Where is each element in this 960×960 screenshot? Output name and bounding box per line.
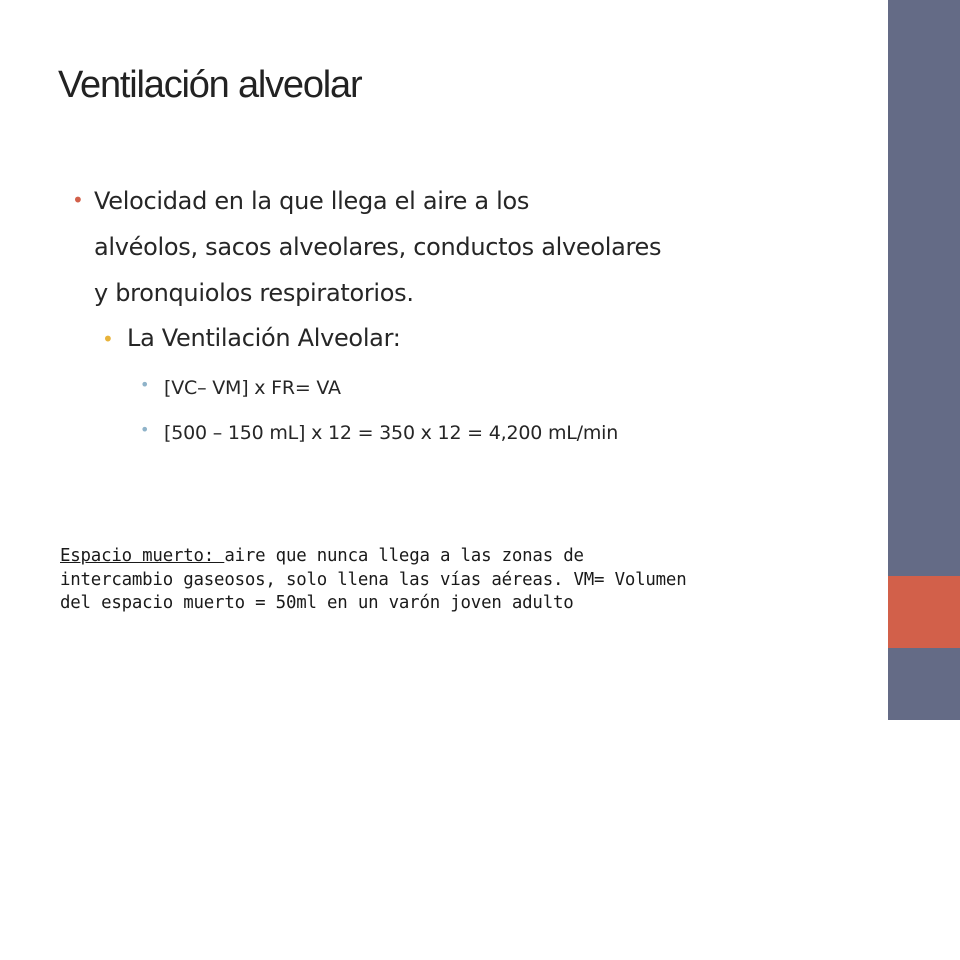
- formula-marker: •: [140, 420, 150, 439]
- note-line-1-rest: aire que nunca llega a las zonas de: [224, 546, 584, 566]
- main-bullet: [94, 178, 661, 316]
- side-accent-block: [888, 576, 960, 648]
- sub-bullet: La Ventilación Alveolar:: [127, 324, 401, 352]
- formula-1: [VC– VM] x FR= VA: [164, 377, 341, 399]
- bullet-marker: •: [72, 188, 84, 212]
- main-bullet-line-1: Velocidad en la que llega el aire a los: [94, 187, 530, 215]
- slide-title: Ventilación alveolar: [58, 64, 362, 106]
- note-line-2: intercambio gaseosos, solo llena las vías aéreas. VM= Volumen: [60, 569, 687, 590]
- main-bullet-line-3: y bronquiolos respiratorios.: [94, 279, 414, 307]
- dead-space-note: [60, 545, 850, 616]
- sub-bullet-marker: •: [102, 327, 114, 351]
- formula-2: [500 – 150 mL] x 12 = 350 x 12 = 4,200 mL/min: [164, 422, 619, 444]
- note-line-1: [60, 545, 850, 569]
- formula-marker: •: [140, 375, 150, 394]
- main-bullet-line-2: alvéolos, sacos alveolares, conductos alveolares: [94, 233, 662, 261]
- note-term: Espacio muerto:: [60, 546, 225, 566]
- note-line-3: del espacio muerto = 50ml en un varón joven adulto: [60, 593, 574, 613]
